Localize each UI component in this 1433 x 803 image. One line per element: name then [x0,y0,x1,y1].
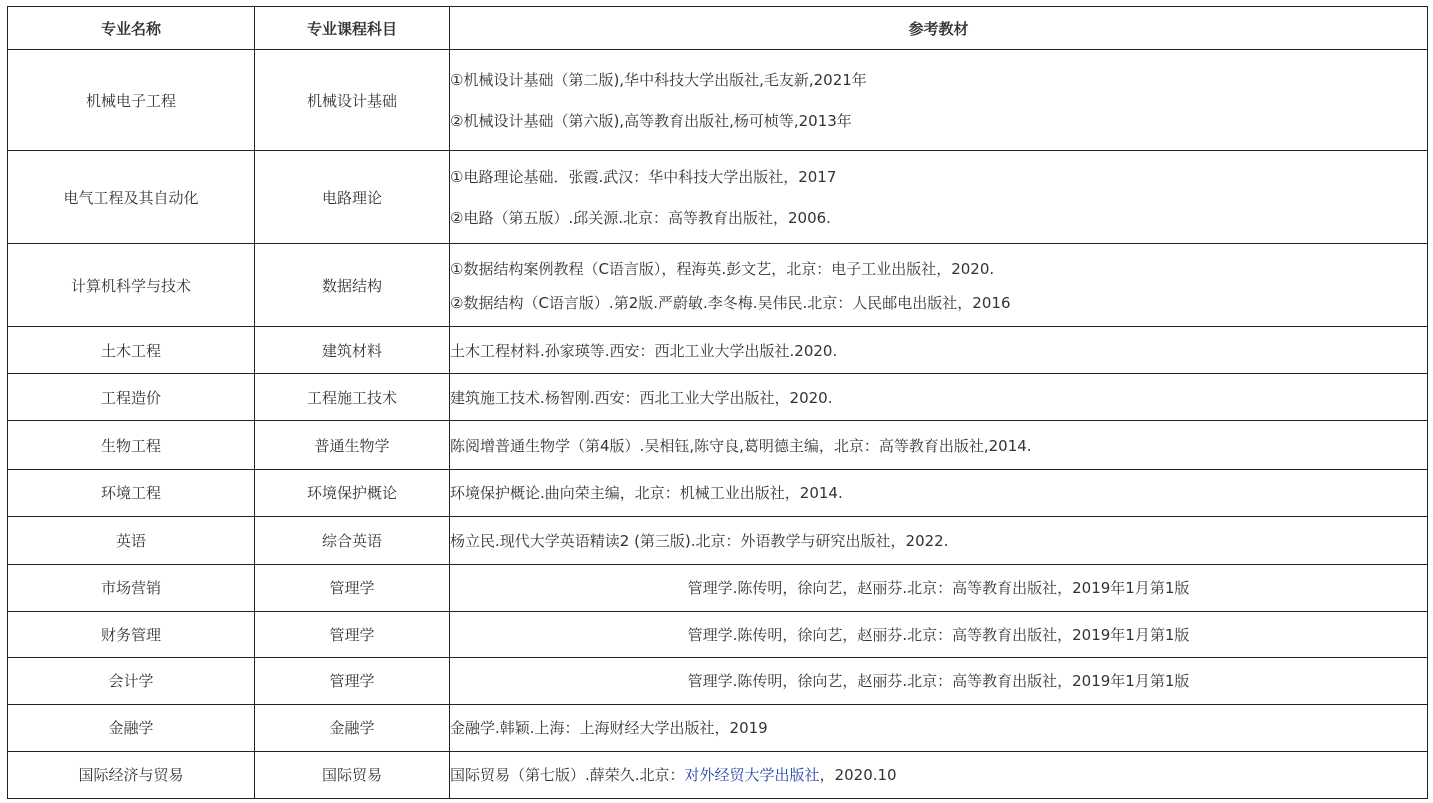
refs-cell [450,151,1428,244]
refs-cell [450,704,1428,751]
table-row [8,50,1428,151]
refs-cell [450,50,1428,151]
major-cell: 计算机科学与技术 [8,244,255,327]
course-cell: 普通生物学 [255,421,450,469]
table-row [8,704,1428,751]
header-major: 专业名称 [8,7,255,50]
table-row [8,657,1428,704]
refs-cell [450,374,1428,421]
course-cell: 电路理论 [255,151,450,244]
ref-text: 国际贸易（第七版）.薛荣久.北京： [450,766,685,785]
table-row [8,374,1428,421]
refs-cell [450,516,1428,564]
major-cell: 电气工程及其自动化 [8,151,255,244]
table-row [8,516,1428,564]
course-cell: 管理学 [255,611,450,657]
major-cell: 市场营销 [8,564,255,611]
major-cell: 英语 [8,516,255,564]
major-cell: 环境工程 [8,469,255,516]
refs-cell [450,751,1428,798]
course-cell: 金融学 [255,704,450,751]
ref-line: 管理学.陈传明，徐向艺，赵丽芬.北京：高等教育出版社，2019年1月第1版 [687,672,1190,691]
table-row [8,421,1428,469]
major-cell: 土木工程 [8,327,255,374]
ref-line: 管理学.陈传明，徐向艺，赵丽芬.北京：高等教育出版社，2019年1月第1版 [687,579,1190,598]
course-cell: 机械设计基础 [255,50,450,151]
ref-line: 陈阅增普通生物学（第4版）.吴相钰,陈守良,葛明德主编，北京：高等教育出版社,2014. [450,436,1032,455]
refs-cell [450,327,1428,374]
ref-line [450,764,1427,785]
ref-line: ①电路理论基础．张霞.武汉：华中科技大学出版社，2017 [450,168,837,187]
ref-line: 土木工程材料.孙家瑛等.西安：西北工业大学出版社.2020. [450,341,838,360]
table-row [8,244,1428,327]
major-cell: 机械电子工程 [8,50,255,151]
major-cell: 财务管理 [8,611,255,657]
publisher-link[interactable]: 对外经贸大学出版社 [684,766,820,785]
major-cell: 国际经济与贸易 [8,751,255,798]
course-cell: 管理学 [255,657,450,704]
course-cell: 环境保护概论 [255,469,450,516]
refs-cell [450,469,1428,516]
refs-cell [450,564,1428,611]
table-row [8,469,1428,516]
ref-line: ②机械设计基础（第六版),高等教育出版社,杨可桢等,2013年 [450,112,852,131]
ref-line: 建筑施工技术.杨智刚.西安：西北工业大学出版社，2020. [450,388,833,407]
course-cell: 数据结构 [255,244,450,327]
ref-line: ②电路（第五版）.邱关源.北京：高等教育出版社，2006. [450,209,831,228]
ref-line: ①数据结构案例教程（C语言版），程海英.彭文艺，北京：电子工业出版社，2020. [450,259,995,278]
table-header-row [8,7,1428,50]
major-cell: 工程造价 [8,374,255,421]
table-row [8,611,1428,657]
table-row [8,151,1428,244]
course-cell: 管理学 [255,564,450,611]
ref-line: ①机械设计基础（第二版),华中科技大学出版社,毛友新,2021年 [450,71,867,90]
course-cell: 工程施工技术 [255,374,450,421]
major-cell: 会计学 [8,657,255,704]
textbook-table [7,6,1428,799]
ref-line: 金融学.韩颖.上海：上海财经大学出版社，2019 [450,719,768,738]
refs-cell [450,611,1428,657]
refs-cell [450,244,1428,327]
ref-line: 杨立民.现代大学英语精读2 (第三版).北京：外语教学与研究出版社，2022. [450,531,949,550]
refs-cell [450,657,1428,704]
ref-line: ②数据结构（C语言版）.第2版.严蔚敏.李冬梅.吴伟民.北京：人民邮电出版社，2016 [450,293,1011,312]
major-cell: 金融学 [8,704,255,751]
table-row [8,751,1428,798]
ref-line: 管理学.陈传明，徐向艺，赵丽芬.北京：高等教育出版社，2019年1月第1版 [687,625,1190,644]
header-refs: 参考教材 [450,7,1428,50]
course-cell: 国际贸易 [255,751,450,798]
major-cell: 生物工程 [8,421,255,469]
header-course: 专业课程科目 [255,7,450,50]
course-cell: 综合英语 [255,516,450,564]
table-row [8,327,1428,374]
refs-cell [450,421,1428,469]
course-cell: 建筑材料 [255,327,450,374]
table-row [8,564,1428,611]
ref-line: 环境保护概论.曲向荣主编，北京：机械工业出版社，2014. [450,484,843,503]
ref-text: ，2020.10 [819,766,897,785]
